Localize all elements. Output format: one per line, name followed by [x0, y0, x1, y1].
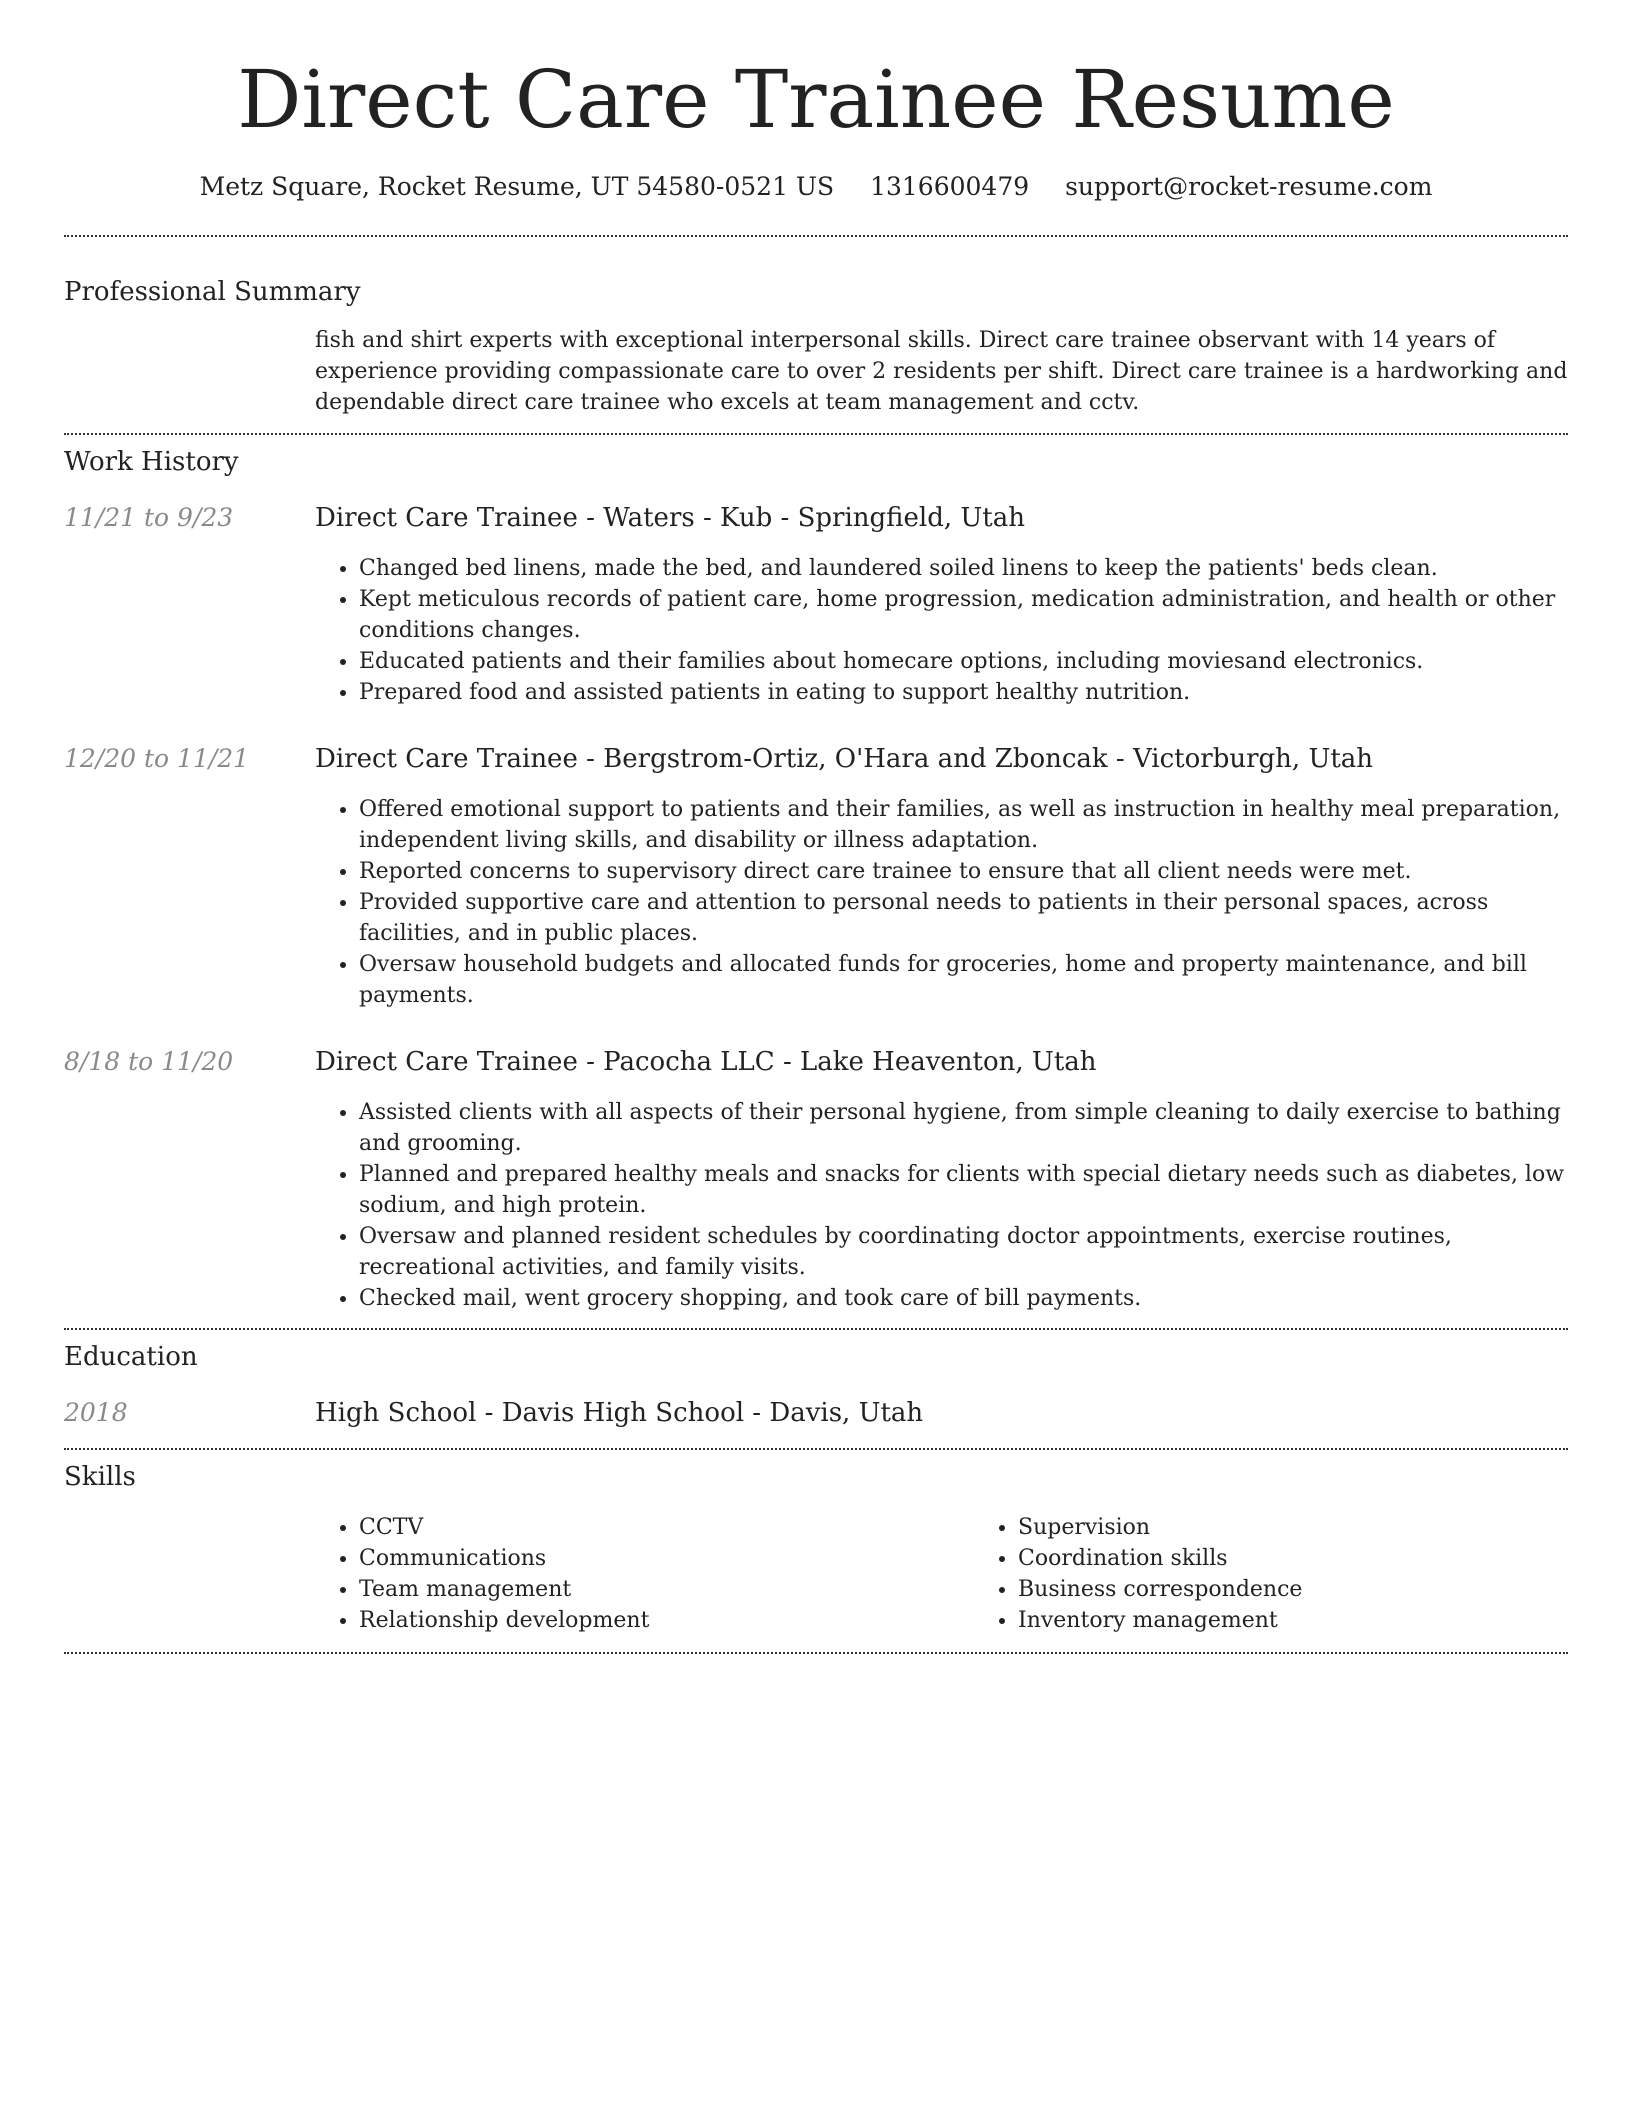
list-item: • Team management: [359, 1574, 974, 1605]
contact-address: Metz Square, Rocket Resume, UT 54580-0521 US: [199, 172, 835, 201]
list-item: • Oversaw household budgets and allocated funds for groceries, home and property maintenance, and bill payments.: [359, 949, 1568, 1011]
divider: [64, 1328, 1568, 1330]
list-item: • CCTV: [359, 1512, 974, 1543]
education-section: [64, 1342, 1568, 1428]
divider: [64, 433, 1568, 435]
work-history-section: [64, 447, 1568, 1314]
list-item: • Offered emotional support to patients and their families, as well as instruction in healthy meal preparation, independent living skills, and disability or illness adaptation.: [359, 794, 1568, 856]
skills-list-left: [315, 1512, 974, 1636]
job-entry: [64, 503, 1568, 708]
list-item: • Oversaw and planned resident schedules by coordinating doctor appointments, exercise routines, recreational activities, and family visits.: [359, 1221, 1568, 1283]
work-history-heading: Work History: [64, 447, 239, 477]
list-item: • Checked mail, went grocery shopping, and took care of bill payments.: [359, 1283, 1568, 1314]
resume-title: Direct Care Trainee Resume: [237, 53, 1395, 146]
contact-email: support@rocket-resume.com: [1065, 172, 1433, 201]
skills-section: [64, 1462, 1568, 1636]
job-duties: [315, 794, 1568, 1011]
job-entry: [64, 1047, 1568, 1314]
job-duties: [315, 553, 1568, 708]
list-item: • Supervision: [1018, 1512, 1632, 1543]
list-item: • Relationship development: [359, 1605, 974, 1636]
list-item: • Planned and prepared healthy meals and snacks for clients with special dietary needs such as diabetes, low sodium, and high protein.: [359, 1159, 1568, 1221]
job-heading: Direct Care Trainee - Waters - Kub - Springfield, Utah: [315, 503, 1025, 533]
education-dates: 2018: [64, 1398, 128, 1427]
job-dates: 11/21 to 9/23: [64, 503, 234, 532]
list-item: • Reported concerns to supervisory direct care trainee to ensure that all client needs were met.: [359, 856, 1568, 887]
job-heading: Direct Care Trainee - Pacocha LLC - Lake Heaventon, Utah: [315, 1047, 1097, 1077]
list-item: • Coordination skills: [1018, 1543, 1632, 1574]
list-item: • Prepared food and assisted patients in eating to support healthy nutrition.: [359, 677, 1568, 708]
list-item: • Assisted clients with all aspects of their personal hygiene, from simple cleaning to daily exercise to bathing and grooming.: [359, 1097, 1568, 1159]
divider: [64, 1652, 1568, 1654]
job-dates: 12/20 to 11/21: [64, 744, 250, 773]
list-item: • Communications: [359, 1543, 974, 1574]
education-heading: Education: [64, 1342, 198, 1372]
contact-phone: 1316600479: [870, 172, 1030, 201]
summary-text: fish and shirt experts with exceptional interpersonal skills. Direct care trainee observant with 14 years of experience providing compassionate care to over 2 residents per shift. Direct care trainee is a hardworking and dependable direct care trainee who excels at team management and cctv.: [315, 328, 1568, 415]
list-item: • Provided supportive care and attention to personal needs to patients in their personal spaces, across facilities, and in public places.: [359, 887, 1568, 949]
skills-grid: [315, 1512, 1632, 1636]
job-heading: Direct Care Trainee - Bergstrom-Ortiz, O'Hara and Zboncak - Victorburgh, Utah: [315, 744, 1374, 774]
resume-page: [64, 0, 1568, 1654]
list-item: • Inventory management: [1018, 1605, 1632, 1636]
list-item: • Educated patients and their families about homecare options, including moviesand electronics.: [359, 646, 1568, 677]
divider: [64, 235, 1568, 237]
skills-heading: Skills: [64, 1462, 136, 1492]
list-item: • Kept meticulous records of patient care, home progression, medication administration, and health or other conditions changes.: [359, 584, 1568, 646]
education-heading-text: High School - Davis High School - Davis, Utah: [315, 1398, 924, 1428]
divider: [64, 1448, 1568, 1450]
contact-line: [64, 172, 1568, 201]
list-item: • Changed bed linens, made the bed, and laundered soiled linens to keep the patients' beds clean.: [359, 553, 1568, 584]
summary-heading: Professional Summary: [64, 277, 361, 307]
list-item: • Business correspondence: [1018, 1574, 1632, 1605]
job-dates: 8/18 to 11/20: [64, 1047, 234, 1076]
job-entry: [64, 744, 1568, 1011]
education-entry: [64, 1398, 1568, 1428]
job-duties: [315, 1097, 1568, 1314]
skills-list-right: [974, 1512, 1632, 1636]
summary-section: [64, 277, 1568, 418]
